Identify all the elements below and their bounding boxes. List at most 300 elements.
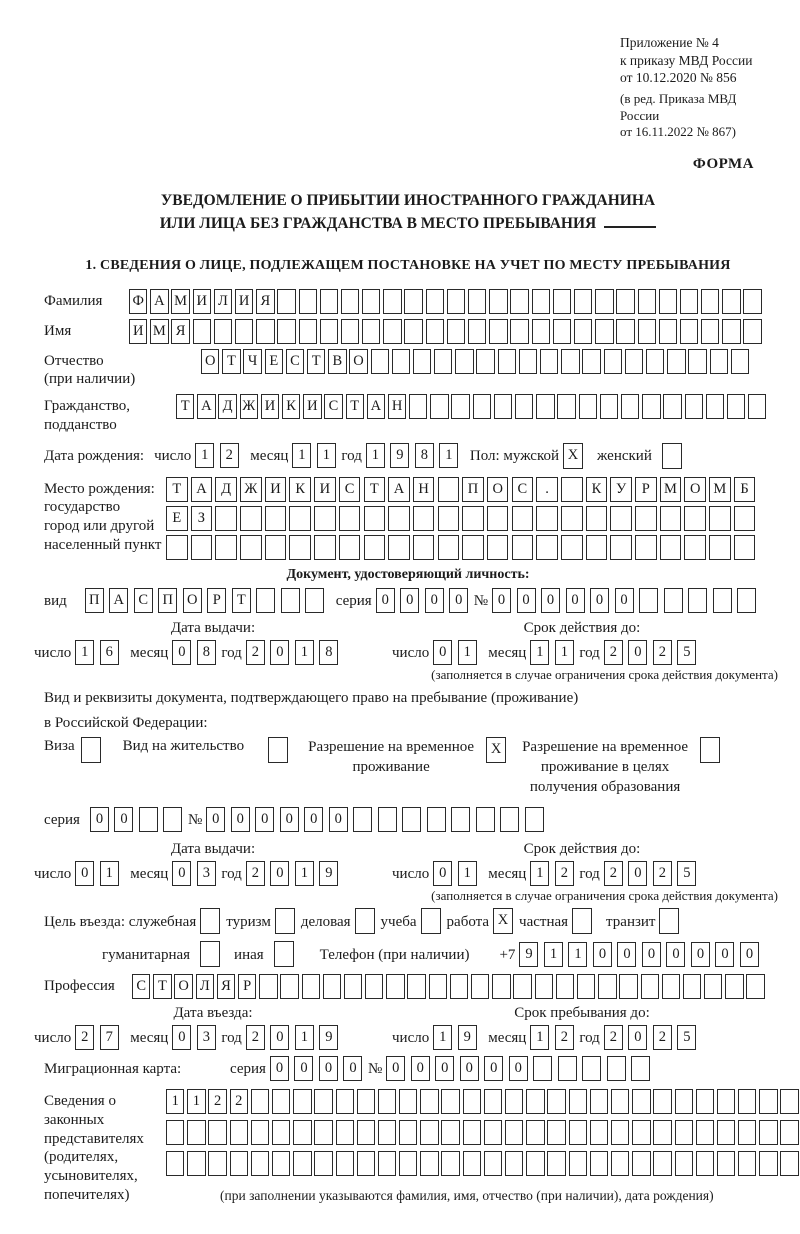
char-box[interactable]: 0 [492, 588, 511, 613]
char-box[interactable]: 0 [114, 807, 133, 832]
char-box[interactable] [780, 1151, 798, 1176]
char-box[interactable] [632, 1151, 650, 1176]
purpose-transit-checkbox[interactable] [659, 908, 679, 934]
char-box[interactable]: 2 [604, 1025, 623, 1050]
char-box[interactable]: 0 [172, 1025, 191, 1050]
char-box[interactable]: 0 [566, 588, 585, 613]
char-box[interactable]: 1 [195, 443, 214, 468]
char-box[interactable] [701, 319, 719, 344]
char-box[interactable]: 2 [246, 1025, 265, 1050]
entry-month[interactable] [172, 1025, 221, 1050]
char-box[interactable]: Т [232, 588, 251, 613]
char-box[interactable] [240, 535, 262, 560]
char-box[interactable]: И [303, 394, 321, 419]
char-box[interactable]: 2 [246, 861, 265, 886]
char-box[interactable]: Т [176, 394, 194, 419]
char-box[interactable] [696, 1089, 714, 1114]
char-box[interactable] [208, 1120, 226, 1145]
purpose-work-checkbox[interactable] [493, 908, 513, 934]
char-box[interactable]: О [487, 477, 509, 502]
char-box[interactable] [688, 588, 707, 613]
char-box[interactable]: 0 [517, 588, 536, 613]
char-box[interactable]: 5 [677, 640, 696, 665]
char-box[interactable] [299, 319, 317, 344]
char-box[interactable] [378, 1120, 396, 1145]
char-box[interactable]: 0 [449, 588, 468, 613]
char-box[interactable] [653, 1120, 671, 1145]
char-box[interactable]: Р [238, 974, 256, 999]
char-box[interactable] [512, 535, 534, 560]
char-box[interactable] [505, 1151, 523, 1176]
stay-year[interactable] [604, 1025, 702, 1050]
sex-female-checkbox[interactable] [662, 443, 682, 469]
char-box[interactable]: И [265, 477, 287, 502]
char-box[interactable] [463, 1089, 481, 1114]
char-box[interactable]: 0 [435, 1056, 454, 1081]
char-box[interactable] [561, 477, 583, 502]
char-box[interactable]: 0 [425, 588, 444, 613]
char-box[interactable] [268, 737, 288, 763]
char-box[interactable]: 0 [386, 1056, 405, 1081]
char-box[interactable]: П [462, 477, 484, 502]
char-box[interactable] [638, 289, 656, 314]
char-box[interactable] [558, 1056, 577, 1081]
char-box[interactable]: 0 [343, 1056, 362, 1081]
char-box[interactable] [487, 506, 509, 531]
id-number-field[interactable] [492, 588, 762, 613]
char-box[interactable] [586, 535, 608, 560]
surname-field[interactable] [129, 289, 765, 314]
char-box[interactable] [611, 1120, 629, 1145]
char-box[interactable]: X [563, 443, 583, 469]
char-box[interactable]: 0 [617, 942, 636, 967]
char-box[interactable] [187, 1151, 205, 1176]
char-box[interactable] [281, 588, 300, 613]
char-box[interactable]: 0 [294, 1056, 313, 1081]
purpose-tourism-checkbox[interactable] [275, 908, 295, 934]
char-box[interactable] [413, 506, 435, 531]
migration-number-field[interactable] [386, 1056, 656, 1081]
char-box[interactable] [420, 1089, 438, 1114]
char-box[interactable] [574, 319, 592, 344]
id-issue-month[interactable] [172, 640, 221, 665]
char-box[interactable] [675, 1120, 693, 1145]
char-box[interactable] [272, 1120, 290, 1145]
char-box[interactable]: 2 [604, 640, 623, 665]
char-box[interactable] [639, 588, 658, 613]
char-box[interactable] [526, 1151, 544, 1176]
char-box[interactable] [532, 319, 550, 344]
char-box[interactable] [675, 1151, 693, 1176]
char-box[interactable] [734, 535, 756, 560]
char-box[interactable] [240, 506, 262, 531]
char-box[interactable] [604, 349, 622, 374]
char-box[interactable]: 8 [319, 640, 338, 665]
char-box[interactable] [299, 289, 317, 314]
char-box[interactable] [659, 319, 677, 344]
char-box[interactable]: А [197, 394, 215, 419]
char-box[interactable] [737, 588, 756, 613]
char-box[interactable] [505, 1089, 523, 1114]
char-box[interactable]: 2 [653, 640, 672, 665]
char-box[interactable] [500, 807, 519, 832]
char-box[interactable]: Б [734, 477, 756, 502]
char-box[interactable] [492, 974, 510, 999]
char-box[interactable]: X [486, 737, 506, 763]
char-box[interactable] [339, 535, 361, 560]
char-box[interactable] [215, 535, 237, 560]
char-box[interactable] [561, 506, 583, 531]
char-box[interactable]: 1 [366, 443, 385, 468]
id-expiry-year[interactable] [604, 640, 702, 665]
char-box[interactable] [738, 1120, 756, 1145]
temp-residence-checkbox[interactable] [486, 737, 506, 763]
char-box[interactable]: 0 [628, 861, 647, 886]
char-box[interactable]: Д [218, 394, 236, 419]
char-box[interactable] [709, 506, 731, 531]
char-box[interactable] [447, 319, 465, 344]
char-box[interactable] [635, 535, 657, 560]
char-box[interactable]: И [193, 289, 211, 314]
char-box[interactable] [700, 737, 720, 763]
permit-issue-month[interactable] [172, 861, 221, 886]
char-box[interactable] [598, 974, 616, 999]
char-box[interactable]: 0 [411, 1056, 430, 1081]
char-box[interactable]: Т [166, 477, 188, 502]
char-box[interactable] [489, 319, 507, 344]
char-box[interactable] [163, 807, 182, 832]
char-box[interactable] [441, 1089, 459, 1114]
char-box[interactable]: 0 [206, 807, 225, 832]
char-box[interactable]: 1 [100, 861, 119, 886]
purpose-business-checkbox[interactable] [355, 908, 375, 934]
char-box[interactable] [556, 974, 574, 999]
char-box[interactable] [166, 1151, 184, 1176]
char-box[interactable] [235, 319, 253, 344]
char-box[interactable] [590, 1089, 608, 1114]
char-box[interactable] [731, 349, 749, 374]
char-box[interactable] [378, 807, 397, 832]
char-box[interactable] [489, 289, 507, 314]
purpose-other-checkbox[interactable] [274, 941, 294, 967]
id-series-field[interactable] [376, 588, 474, 613]
char-box[interactable] [274, 941, 294, 967]
char-box[interactable] [355, 908, 375, 934]
stay-month[interactable] [530, 1025, 579, 1050]
char-box[interactable]: 1 [458, 861, 477, 886]
char-box[interactable] [314, 1151, 332, 1176]
profession-field[interactable] [132, 974, 768, 999]
char-box[interactable]: 0 [615, 588, 634, 613]
char-box[interactable]: О [201, 349, 219, 374]
sex-male-checkbox[interactable] [563, 443, 583, 469]
char-box[interactable] [727, 394, 745, 419]
char-box[interactable]: 0 [270, 1025, 289, 1050]
char-box[interactable] [251, 1151, 269, 1176]
id-issue-day[interactable] [75, 640, 124, 665]
char-box[interactable] [139, 807, 158, 832]
char-box[interactable] [450, 974, 468, 999]
char-box[interactable] [706, 394, 724, 419]
char-box[interactable] [660, 506, 682, 531]
char-box[interactable]: 6 [100, 640, 119, 665]
char-box[interactable]: 2 [555, 1025, 574, 1050]
birth-place-field-line2[interactable] [166, 506, 759, 531]
id-expiry-month[interactable] [530, 640, 579, 665]
char-box[interactable] [251, 1120, 269, 1145]
char-box[interactable]: . [536, 477, 558, 502]
char-box[interactable]: 2 [246, 640, 265, 665]
char-box[interactable] [272, 1151, 290, 1176]
char-box[interactable] [402, 807, 421, 832]
char-box[interactable]: 3 [197, 1025, 216, 1050]
char-box[interactable] [662, 974, 680, 999]
char-box[interactable]: 9 [319, 1025, 338, 1050]
char-box[interactable] [455, 349, 473, 374]
char-box[interactable] [277, 289, 295, 314]
char-box[interactable] [536, 394, 554, 419]
char-box[interactable] [684, 506, 706, 531]
char-box[interactable]: 0 [628, 640, 647, 665]
char-box[interactable]: 0 [304, 807, 323, 832]
char-box[interactable] [532, 289, 550, 314]
char-box[interactable] [631, 1056, 650, 1081]
representatives-field-line2[interactable] [166, 1120, 800, 1145]
char-box[interactable] [572, 908, 592, 934]
char-box[interactable] [494, 394, 512, 419]
char-box[interactable]: О [349, 349, 367, 374]
char-box[interactable] [701, 289, 719, 314]
char-box[interactable]: Ф [129, 289, 147, 314]
char-box[interactable]: 0 [90, 807, 109, 832]
char-box[interactable] [413, 535, 435, 560]
char-box[interactable] [519, 349, 537, 374]
char-box[interactable]: И [314, 477, 336, 502]
char-box[interactable] [722, 289, 740, 314]
char-box[interactable] [710, 349, 728, 374]
char-box[interactable] [625, 349, 643, 374]
char-box[interactable] [451, 807, 470, 832]
char-box[interactable] [616, 289, 634, 314]
birth-place-field-line3[interactable] [166, 535, 759, 560]
char-box[interactable]: А [388, 477, 410, 502]
char-box[interactable] [680, 289, 698, 314]
char-box[interactable] [743, 319, 761, 344]
char-box[interactable] [577, 974, 595, 999]
char-box[interactable] [738, 1151, 756, 1176]
char-box[interactable]: А [109, 588, 128, 613]
char-box[interactable]: 0 [590, 588, 609, 613]
char-box[interactable]: 0 [460, 1056, 479, 1081]
char-box[interactable]: П [158, 588, 177, 613]
char-box[interactable] [590, 1120, 608, 1145]
char-box[interactable] [582, 349, 600, 374]
char-box[interactable]: 0 [715, 942, 734, 967]
char-box[interactable] [696, 1151, 714, 1176]
char-box[interactable] [251, 1089, 269, 1114]
char-box[interactable] [323, 974, 341, 999]
char-box[interactable] [611, 1089, 629, 1114]
char-box[interactable]: Л [214, 289, 232, 314]
char-box[interactable] [256, 588, 275, 613]
char-box[interactable] [166, 1120, 184, 1145]
char-box[interactable]: 0 [691, 942, 710, 967]
char-box[interactable]: 1 [458, 640, 477, 665]
char-box[interactable] [378, 1089, 396, 1114]
char-box[interactable]: А [367, 394, 385, 419]
char-box[interactable] [404, 319, 422, 344]
char-box[interactable] [709, 535, 731, 560]
char-box[interactable] [320, 289, 338, 314]
char-box[interactable]: 1 [295, 1025, 314, 1050]
char-box[interactable]: 0 [280, 807, 299, 832]
char-box[interactable]: Я [256, 289, 274, 314]
char-box[interactable] [426, 319, 444, 344]
patronymic-field[interactable] [201, 349, 752, 374]
char-box[interactable] [632, 1120, 650, 1145]
char-box[interactable] [364, 506, 386, 531]
char-box[interactable]: 2 [604, 861, 623, 886]
char-box[interactable] [200, 908, 220, 934]
char-box[interactable] [536, 535, 558, 560]
char-box[interactable]: 9 [458, 1025, 477, 1050]
char-box[interactable]: Т [307, 349, 325, 374]
char-box[interactable] [526, 1089, 544, 1114]
char-box[interactable] [685, 394, 703, 419]
char-box[interactable]: 0 [270, 1056, 289, 1081]
char-box[interactable] [610, 535, 632, 560]
temp-residence-education-checkbox[interactable] [700, 737, 720, 763]
char-box[interactable] [484, 1120, 502, 1145]
char-box[interactable] [553, 319, 571, 344]
char-box[interactable] [378, 1151, 396, 1176]
char-box[interactable] [510, 319, 528, 344]
char-box[interactable]: 0 [433, 640, 452, 665]
char-box[interactable] [473, 394, 491, 419]
char-box[interactable] [621, 394, 639, 419]
char-box[interactable]: Е [265, 349, 283, 374]
purpose-study-checkbox[interactable] [421, 908, 441, 934]
char-box[interactable] [659, 908, 679, 934]
char-box[interactable] [392, 349, 410, 374]
char-box[interactable] [314, 1120, 332, 1145]
char-box[interactable] [383, 319, 401, 344]
char-box[interactable] [365, 974, 383, 999]
char-box[interactable] [314, 1089, 332, 1114]
char-box[interactable]: 1 [530, 861, 549, 886]
char-box[interactable] [462, 506, 484, 531]
char-box[interactable] [399, 1120, 417, 1145]
char-box[interactable] [484, 1151, 502, 1176]
char-box[interactable]: 0 [270, 640, 289, 665]
char-box[interactable] [357, 1089, 375, 1114]
permit-expiry-year[interactable] [604, 861, 702, 886]
id-issue-year[interactable] [246, 640, 344, 665]
char-box[interactable]: Н [388, 394, 406, 419]
char-box[interactable] [362, 289, 380, 314]
char-box[interactable] [277, 319, 295, 344]
char-box[interactable] [595, 319, 613, 344]
char-box[interactable]: Д [215, 477, 237, 502]
permit-issue-year[interactable] [246, 861, 344, 886]
char-box[interactable] [512, 506, 534, 531]
char-box[interactable]: М [171, 289, 189, 314]
char-box[interactable]: И [261, 394, 279, 419]
char-box[interactable]: X [493, 908, 513, 934]
char-box[interactable]: 0 [593, 942, 612, 967]
char-box[interactable] [427, 807, 446, 832]
char-box[interactable] [289, 535, 311, 560]
char-box[interactable] [696, 1120, 714, 1145]
char-box[interactable] [663, 394, 681, 419]
char-box[interactable] [619, 974, 637, 999]
char-box[interactable] [569, 1089, 587, 1114]
char-box[interactable]: 0 [270, 861, 289, 886]
char-box[interactable] [399, 1151, 417, 1176]
char-box[interactable]: 0 [75, 861, 94, 886]
entry-year[interactable] [246, 1025, 344, 1050]
char-box[interactable] [215, 506, 237, 531]
char-box[interactable] [336, 1151, 354, 1176]
char-box[interactable]: Я [171, 319, 189, 344]
char-box[interactable]: 0 [376, 588, 395, 613]
char-box[interactable] [468, 319, 486, 344]
char-box[interactable]: И [235, 289, 253, 314]
char-box[interactable]: 2 [208, 1089, 226, 1114]
char-box[interactable] [451, 394, 469, 419]
char-box[interactable] [746, 974, 764, 999]
char-box[interactable]: Ж [240, 477, 262, 502]
char-box[interactable]: 2 [653, 1025, 672, 1050]
char-box[interactable]: 3 [197, 861, 216, 886]
char-box[interactable]: Н [413, 477, 435, 502]
char-box[interactable] [357, 1120, 375, 1145]
char-box[interactable] [341, 319, 359, 344]
char-box[interactable]: Т [364, 477, 386, 502]
char-box[interactable]: 0 [541, 588, 560, 613]
char-box[interactable] [314, 506, 336, 531]
char-box[interactable] [547, 1151, 565, 1176]
char-box[interactable] [230, 1151, 248, 1176]
birth-year-field[interactable] [366, 443, 464, 468]
char-box[interactable] [582, 1056, 601, 1081]
char-box[interactable] [438, 535, 460, 560]
char-box[interactable]: 1 [530, 640, 549, 665]
char-box[interactable] [646, 349, 664, 374]
char-box[interactable]: М [660, 477, 682, 502]
id-expiry-day[interactable] [433, 640, 482, 665]
char-box[interactable] [293, 1120, 311, 1145]
char-box[interactable] [662, 443, 682, 469]
char-box[interactable] [200, 941, 220, 967]
char-box[interactable] [561, 535, 583, 560]
char-box[interactable] [265, 506, 287, 531]
char-box[interactable]: С [512, 477, 534, 502]
char-box[interactable] [759, 1089, 777, 1114]
char-box[interactable] [413, 349, 431, 374]
char-box[interactable]: 2 [555, 861, 574, 886]
char-box[interactable] [725, 974, 743, 999]
birth-month-field[interactable] [292, 443, 341, 468]
char-box[interactable] [302, 974, 320, 999]
char-box[interactable] [738, 1089, 756, 1114]
permit-issue-day[interactable] [75, 861, 124, 886]
char-box[interactable] [275, 908, 295, 934]
char-box[interactable]: 0 [172, 861, 191, 886]
char-box[interactable]: Ч [243, 349, 261, 374]
char-box[interactable] [653, 1151, 671, 1176]
char-box[interactable] [293, 1151, 311, 1176]
